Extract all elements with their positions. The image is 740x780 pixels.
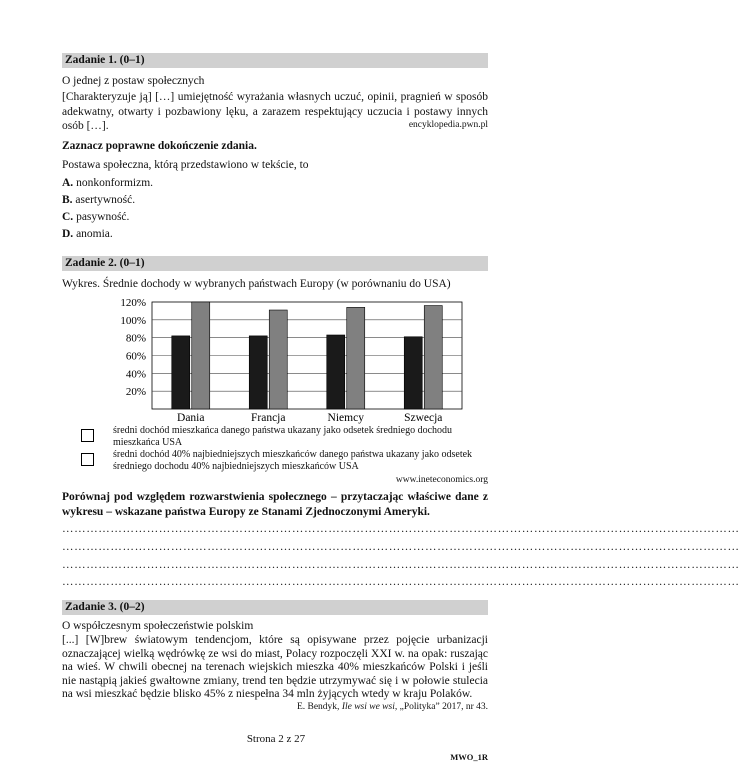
task3-quote: [...] [W]brew światowym tendencjom, które są opisywane przez pojęcie urbanizacji oznaczającej wielką wędrówkę ze wsi do miast, Polacy rozpoczęli XXI w. na opak: ruszając na wieś. W chwili obecnej na terenach wiejskich mieszka 40% mieszkańców Polski i jeśli nie nastąpią jakieś gwałtowne zmiany, trend ten będzie utrzymywać się i w połowie stulecia na wsi mieszkać będzie blisko 45% z niespełna 34 mln żyjących wtedy w kraju Polaków. — [62, 634, 488, 701]
task1-stem: Postawa społeczna, którą przedstawiono w tekście, to — [62, 159, 309, 171]
task1-instruction: Zaznacz poprawne dokończenie zdania. — [62, 140, 257, 152]
answer-line[interactable]: …………………………………………………………………………………………………………………………………………………… — [62, 523, 740, 535]
x-category-label: Szwecja — [404, 412, 443, 424]
y-tick-label: 120% — [120, 297, 146, 309]
task2-instruction: Porównaj pod względem rozwarstwienia społecznego – przytaczając właściwe dane z wykresu – wskazane państwa Europy ze Stanami Zjednoczonymi Ameryki. — [62, 491, 488, 518]
legend-swatch-dark — [81, 429, 94, 442]
y-tick-label: 40% — [125, 368, 146, 381]
y-tick-label: 60% — [125, 350, 146, 363]
answer-option-a[interactable] — [62, 176, 153, 190]
option-text: asertywność. — [75, 194, 136, 206]
bar-average-income — [172, 336, 190, 409]
x-category-label: Niemcy — [327, 412, 364, 424]
task3-intro: O współczesnym społeczeństwie polskim — [62, 620, 254, 632]
bar-poorest-40-income — [192, 302, 210, 409]
y-tick-label: 20% — [125, 386, 146, 399]
task2-source: www.ineteconomics.org — [395, 475, 488, 485]
answer-line[interactable]: …………………………………………………………………………………………………………………………………………………… — [62, 559, 740, 571]
task1-source: encyklopedia.pwn.pl — [408, 120, 488, 130]
y-tick-label: 100% — [120, 314, 146, 327]
option-text: pasywność. — [76, 211, 130, 223]
source-title: Ile wsi we wsi, — [341, 702, 398, 712]
answer-line[interactable]: …………………………………………………………………………………………………………………………………………………… — [62, 576, 740, 588]
legend-text-poorest: średni dochód 40% najbiedniejszych mieszkańców danego państwa ukazany jako odsetek średniego dochodu 40% najbiedniejszych mieszkańców USA — [113, 449, 473, 472]
legend-text-average: średni dochód mieszkańca danego państwa ukazany jako odsetek średniego dochodu mieszkańca USA — [113, 425, 453, 448]
bar-poorest-40-income — [424, 306, 442, 409]
task3-header: Zadanie 3. (0–2) — [62, 600, 488, 615]
answer-option-d[interactable] — [62, 227, 113, 241]
bar-average-income — [327, 335, 345, 409]
option-letter: B. — [62, 194, 73, 206]
answer-option-b[interactable] — [62, 193, 135, 207]
task1-quote: [Charakteryzuje ją] […] umiejętność wyrażania własnych uczuć, opinii, pragnień w sposób adekwatny, otwarty i pozbawiony lęku, a zarazem respektujący uczucia i postawy innych osób […]. — [62, 91, 488, 132]
option-letter: C. — [62, 211, 74, 223]
source-publication: „Polityka” 2017, nr 43. — [399, 702, 488, 712]
answer-option-c[interactable] — [62, 210, 129, 224]
income-bar-chart — [62, 292, 488, 422]
exam-code: MWO_1R — [450, 752, 488, 762]
answer-line[interactable]: …………………………………………………………………………………………………………………………………………………… — [62, 541, 740, 553]
source-author: E. Bendyk, — [296, 702, 340, 712]
bar-average-income — [404, 337, 422, 409]
task1-intro: O jednej z postaw społecznych — [62, 75, 205, 87]
task2-header: Zadanie 2. (0–1) — [62, 256, 488, 271]
option-text: anomia. — [76, 228, 113, 240]
task3-source — [297, 702, 488, 712]
legend-swatch-gray — [81, 453, 94, 466]
y-tick-label: 80% — [125, 332, 146, 345]
x-category-label: Francja — [251, 412, 286, 424]
option-letter: D. — [62, 228, 74, 240]
option-text: nonkonformizm. — [76, 177, 154, 189]
x-category-label: Dania — [177, 412, 205, 424]
chart-title: Wykres. Średnie dochody w wybranych państwach Europy (w porównaniu do USA) — [62, 278, 451, 290]
bar-poorest-40-income — [269, 310, 287, 409]
task1-header: Zadanie 1. (0–1) — [62, 53, 488, 68]
option-letter: A. — [62, 177, 74, 189]
bar-average-income — [249, 336, 267, 409]
page-number: Strona 2 z 27 — [246, 733, 306, 745]
bar-poorest-40-income — [347, 307, 365, 409]
